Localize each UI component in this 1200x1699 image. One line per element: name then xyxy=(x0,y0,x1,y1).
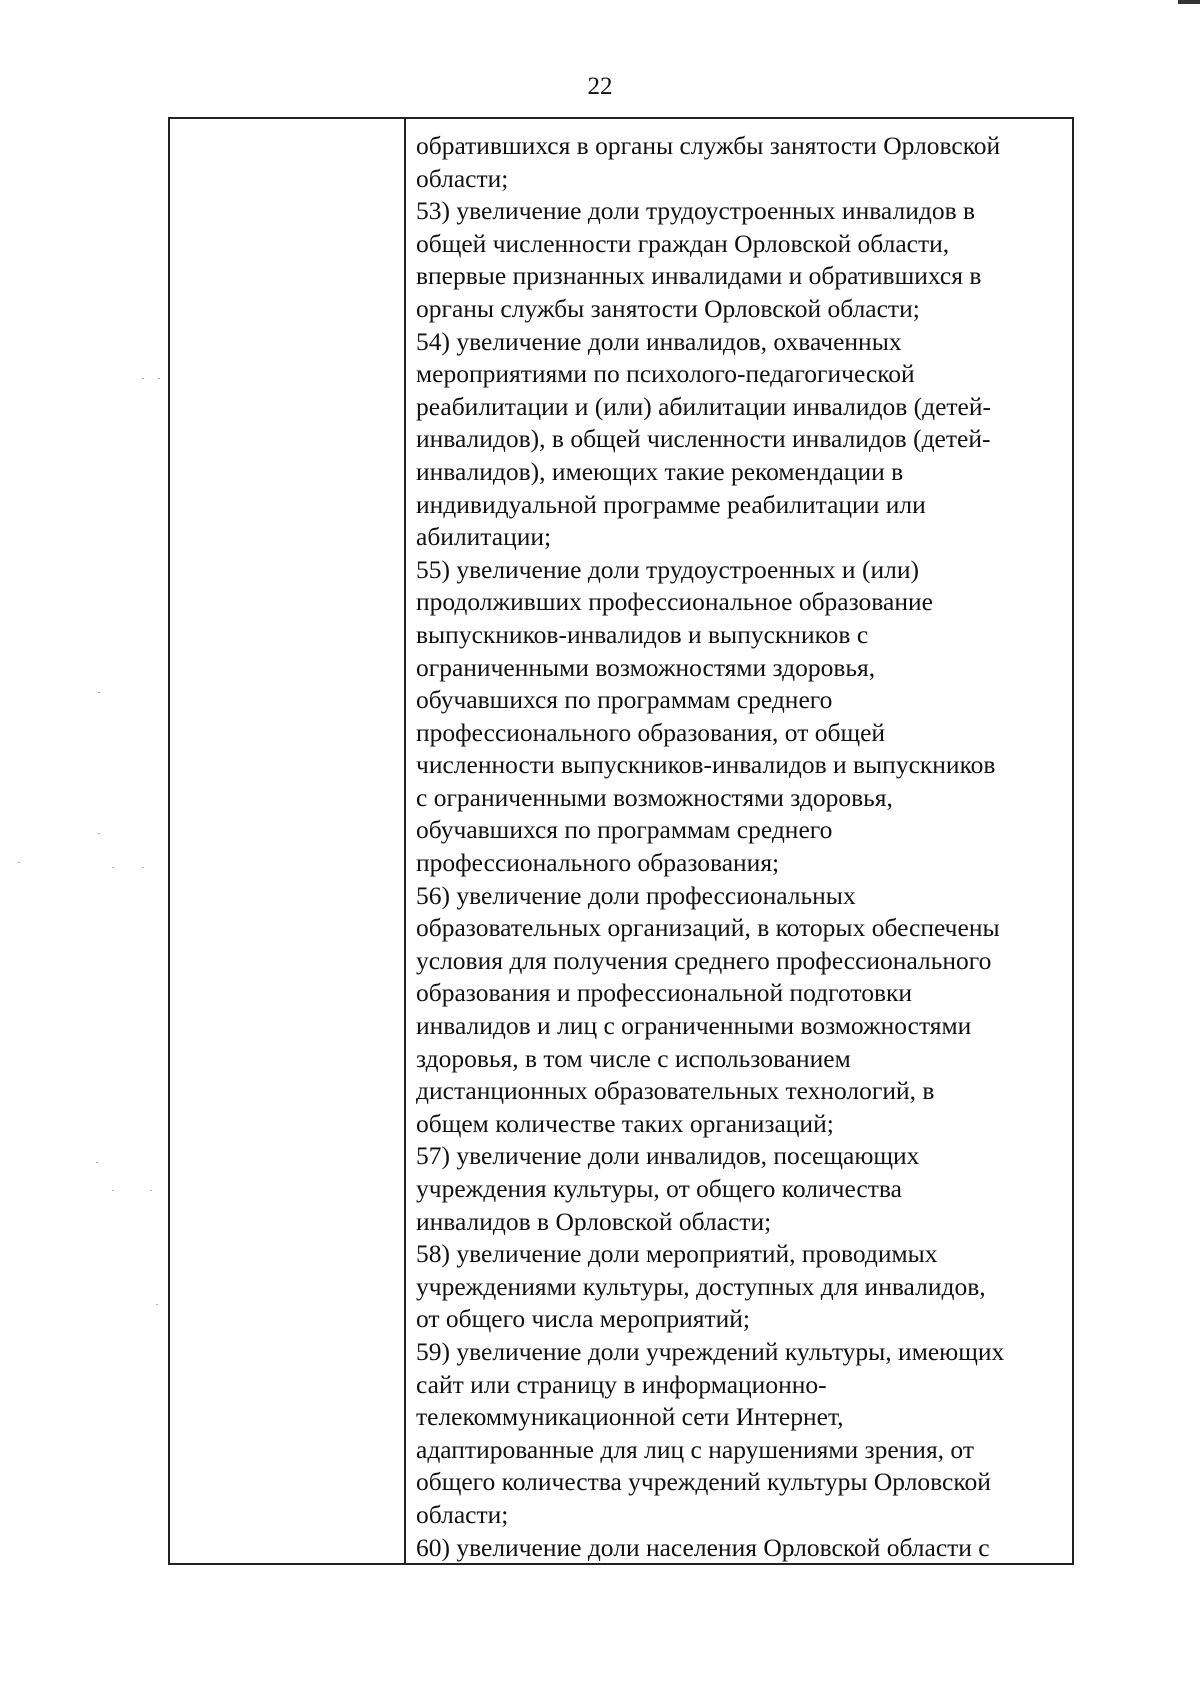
scan-speck xyxy=(98,833,100,834)
text-line: образования и профессиональной подготовки xyxy=(416,978,913,1008)
text-line: от общего числа мероприятий; xyxy=(416,1304,751,1334)
text-line: 58) увеличение доли мероприятий, проводимых xyxy=(416,1239,938,1269)
text-line: обратившихся в органы службы занятости Орловской xyxy=(416,131,1001,160)
text-line: профессионального образования, от общей xyxy=(416,717,886,747)
text-line: ограниченными возможностями здоровья, xyxy=(416,652,876,682)
text-line: обучавшихся по программам среднего xyxy=(416,815,833,845)
text-line: продолживших профессиональное образование xyxy=(416,587,933,617)
document-table xyxy=(168,117,1074,1565)
text-line: численности выпускников-инвалидов и выпускников xyxy=(416,750,996,780)
text-line: дистанционных образовательных технологий, в xyxy=(416,1076,935,1106)
text-line: обучавшихся по программам среднего xyxy=(416,685,833,715)
scan-speck xyxy=(150,1190,152,1191)
text-line: органы службы занятости Орловской области; xyxy=(416,293,920,323)
text-line: сайт или страницу в информационно- xyxy=(416,1369,827,1399)
text-line: условия для получения среднего профессионального xyxy=(416,945,992,975)
text-line: 57) увеличение доли инвалидов, посещающих xyxy=(416,1141,920,1171)
text-line: образовательных организаций, в которых обеспечены xyxy=(416,913,1000,943)
scan-speck xyxy=(156,1304,158,1305)
text-line: индивидуальной программе реабилитации или xyxy=(416,489,926,519)
text-line: здоровья, в том числе с использованием xyxy=(416,1043,851,1073)
text-line: учреждения культуры, от общего количества xyxy=(416,1174,902,1203)
text-line: телекоммуникационной сети Интернет, xyxy=(416,1402,844,1432)
scan-speck xyxy=(18,862,20,863)
scan-edge-mark xyxy=(1178,0,1200,4)
scan-speck xyxy=(158,378,160,379)
text-line: 60) увеличение доли населения Орловской области с xyxy=(416,1532,990,1562)
text-line: мероприятиями по психолого-педагогической xyxy=(416,359,915,389)
text-line: инвалидов), в общей численности инвалидов (детей- xyxy=(416,424,991,454)
text-line: адаптированные для лиц с нарушениями зрения, от xyxy=(416,1434,974,1464)
scan-speck xyxy=(112,867,114,868)
scan-speck xyxy=(142,378,144,379)
text-line: инвалидов и лиц с ограниченными возможностями xyxy=(416,1011,972,1041)
text-line: профессионального образования; xyxy=(416,848,780,878)
text-line: инвалидов в Орловской области; xyxy=(416,1206,772,1236)
text-line: выпускников-инвалидов и выпускников с xyxy=(416,619,869,649)
text-line: 59) увеличение доли учреждений культуры, имеющих xyxy=(416,1336,1005,1366)
text-line: 55) увеличение доли трудоустроенных и (или) xyxy=(416,554,919,584)
text-line: 54) увеличение доли инвалидов, охваченных xyxy=(416,326,902,356)
scan-speck xyxy=(96,1162,98,1163)
text-line: с ограниченными возможностями здоровья, xyxy=(416,782,893,812)
text-line: 53) увеличение доли трудоустроенных инвалидов в xyxy=(416,196,976,226)
text-line: инвалидов), имеющих такие рекомендации в xyxy=(416,456,904,486)
scan-speck xyxy=(112,1190,114,1191)
text-line: впервые признанных инвалидами и обратившихся в xyxy=(416,261,982,291)
scan-speck xyxy=(98,692,100,693)
text-line: общем количестве таких организаций; xyxy=(416,1108,834,1138)
table-right-cell xyxy=(406,119,1072,1563)
text-line: учреждениями культуры, доступных для инвалидов, xyxy=(416,1271,986,1301)
text-line: области; xyxy=(416,1499,509,1529)
scan-speck xyxy=(142,867,144,868)
table-left-cell xyxy=(170,119,406,1563)
text-line: общей численности граждан Орловской области, xyxy=(416,228,950,258)
text-line: области; xyxy=(416,163,509,193)
text-line: абилитации; xyxy=(416,522,552,552)
text-line: 56) увеличение доли профессиональных xyxy=(416,880,856,910)
page-number: 22 xyxy=(587,73,613,100)
text-line: реабилитации и (или) абилитации инвалидов (детей- xyxy=(416,391,992,421)
text-line: общего количества учреждений культуры Орловской xyxy=(416,1467,991,1497)
